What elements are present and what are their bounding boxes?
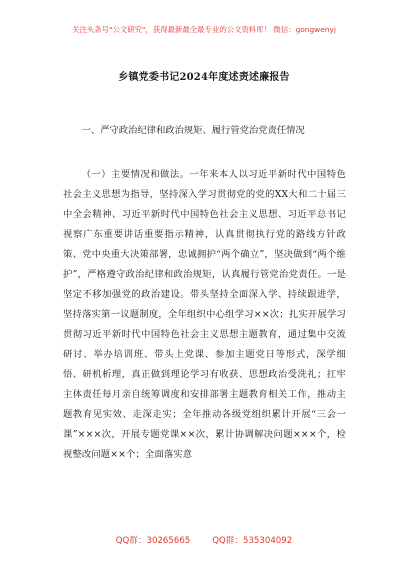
footer-contact: [0, 534, 408, 546]
body-paragraph: （一）主要情况和做法。一年来本人以习近平新时代中国特色社会主义思想为指导，坚持深入学习贯彻党的党的XX大和二十届三中全会精神、习近平新时代中国特色社会主义思想、习近平总书记视察广东重要讲话重要指示精神，认真贯彻执行党的路线方针政策、党中央重大决策部署，忠诚拥护“两个确立”，坚决做到“两个维护”，严格遵守政治纪律和政治规矩，认真履行管党治党责任。一是坚定不移加强党的政治建设。带头坚持全面深入学、持续跟进学，坚持落实第一议题制度，全年组织中心组学习××次；扎实开展学习贯彻习近平新时代中国特色社会主义思想主题教育，通过集中交流研讨、举办培训班、带头上党课、参加主题党日等形式，深学细悟、研机析理，真正做到理论学习有收获、思想政治受洗礼；扛牢主体责任每月亲自统筹调度和安排部署主题教育相关工作，推动主题教育见实效、走深走实；全年推动各级党组织累计开展“三会一课”×××次，开展专题党课××次，累计协调解决问题×××个，检视整改问题××个；全面落实意: [63, 169, 346, 460]
footer-qq-group-2: QQ群：535304092: [212, 536, 293, 546]
footer-qq-group-1: QQ群：30265665: [115, 536, 191, 546]
promo-header: 关注头条号"公文研究"，获得最新最全最专业的公文资料库！ 微信：gongwenyj: [72, 25, 336, 34]
document-title: 乡镇党委书记2024年度述责述廉报告: [118, 72, 290, 83]
section-heading: 一、严守政治纪律和政治规矩、履行管党治党责任情况: [81, 125, 305, 136]
